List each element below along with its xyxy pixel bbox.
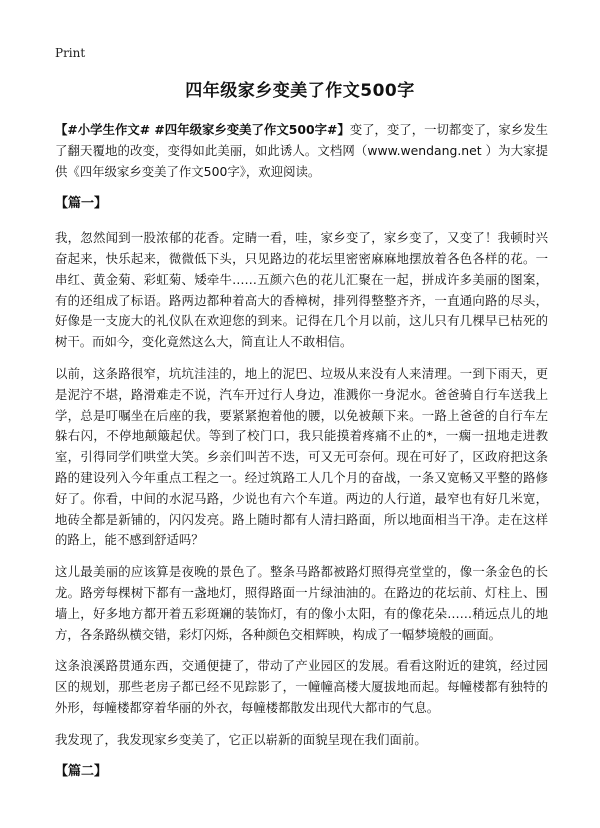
intro-tags: 【#小学生作文# #四年级家乡变美了作文500字#】: [55, 122, 350, 137]
intro-paragraph: [55, 120, 548, 182]
paragraph-2: 以前，这条路很窄，坑坑洼洼的，地上的泥巴、垃圾从来没有人来清理。一到下雨天，更是泥泞不堪，路滑难走不说，汽车开过行人身边，准溅你一身泥水。爸爸骑自行车送我上学，总是叮嘱坐在后座的我，要紧紧抱着他的腰，以免被颠下来。一路上爸爸的自行车左躲右闪，不停地颠簸起伏。等到了校门口，我只能摸着疼痛不止的*，一瘸一扭地走进教室，引得同学们哄堂大笑。乡亲们叫苦不迭，可又无可奈何。现在可好了，区政府把这条路的建设列入今年重点工程之一。经过筑路工人几个月的奋战，一条又宽畅又平整的路修好了。你看，中间的水泥马路，少说也有六个车道。两边的人行道，最窄也有好几米宽，地砖全都是新铺的，闪闪发亮。路上随时都有人清扫路面，所以地面相当干净。走在这样的路上，能不感到舒适吗？: [55, 365, 548, 548]
document-title: 四年级家乡变美了作文500字: [185, 81, 415, 101]
intro-text: 变了，变了，一切都变了，家乡发生了翻天覆地的改变，变得如此美丽，如此诱人。文档网（www.wendang.net ）为大家提供《四年级家乡变美了作文500字》，欢迎阅读。: [55, 122, 548, 179]
print-label: Print: [55, 46, 86, 60]
document-body: [55, 120, 548, 795]
paragraph-4: 这条浪溪路贯通东西，交通便捷了，带动了产业园区的发展。看看这附近的建筑，经过园区的规划，那些老房子都已经不见踪影了，一幢幢高楼大厦拔地而起。每幢楼都有独特的外形，每幢楼都穿着华丽的外衣，每幢楼都散发出现代大都市的气息。: [55, 658, 548, 715]
paragraph-1: 我，忽然闻到一股浓郁的花香。定睛一看，哇，家乡变了，家乡变了，又变了！我顿时兴奋起来，快乐起来，微微低下头，只见路边的花坛里密密麻麻地摆放着各色各样的花。一串红、黄金菊、彩虹菊、矮牵牛……五颜六色的花儿汇聚在一起，拼成许多美丽的图案，有的还组成了标语。路两边都种着高大的香樟树，排列得整整齐齐，一直通向路的尽头，好像是一支庞大的礼仪队在欢迎您的到来。记得在几个月以前，这儿只有几棵早已枯死的树干。而如今，变化竟然这么大，简直让人不敢相信。: [55, 230, 548, 350]
paragraph-3: 这儿最美丽的应该算是夜晚的景色了。整条马路都被路灯照得亮堂堂的，像一条金色的长龙。路旁每棵树下都有一盏地灯，照得路面一片绿油油的。在路边的花坛前、灯柱上、围墙上，好多地方都开着五彩斑斓的装饰灯，有的像小太阳，有的像花朵……稍远点儿的地方，各条路纵横交错，彩灯闪烁，各种颜色交相辉映，构成了一幅梦境般的画面。: [55, 564, 548, 642]
paragraph-5: 我发现了，我发现家乡变美了，它正以崭新的面貌呈现在我们面前。: [55, 731, 427, 747]
section-heading-1: 【篇一】: [55, 196, 108, 212]
section-heading-2: 【篇二】: [55, 763, 108, 779]
